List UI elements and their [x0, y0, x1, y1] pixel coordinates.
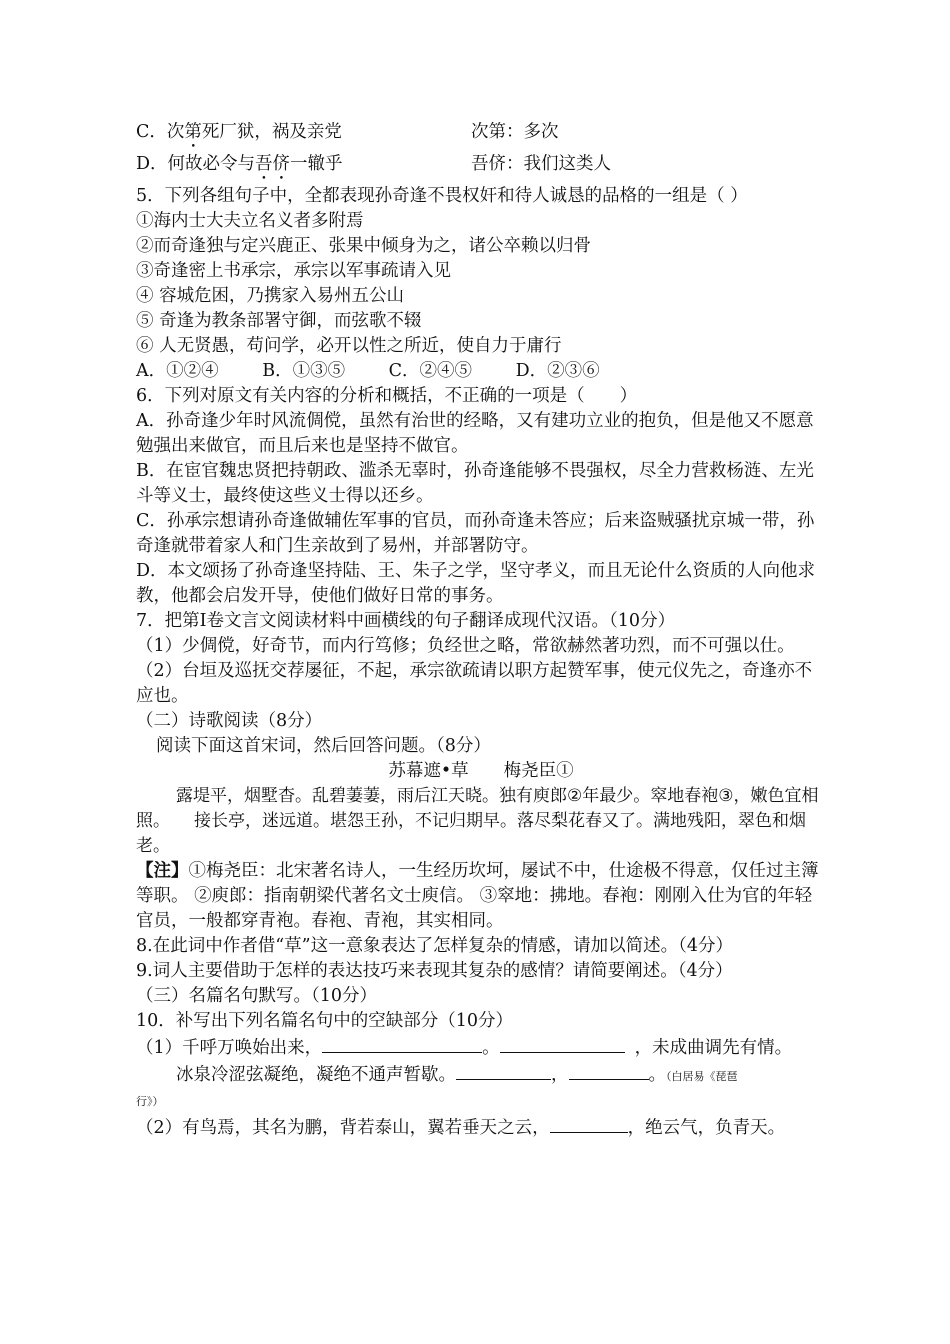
q10-line-3: （2）有鸟焉，其名为鹏，背若泰山，翼若垂天之云， ，绝云气，负青天。 — [136, 1114, 826, 1141]
exam-page — [136, 120, 826, 1141]
q5-item: ①海内士大夫立名义者多附焉 — [136, 211, 364, 231]
q5-options — [136, 359, 826, 384]
q5-stem: 5．下列各组句子中，全都表现孙奇逢不畏权奸和待人诚恳的品格的一组是（ ） — [136, 186, 748, 206]
source-citation-cont: 行》） — [136, 1095, 164, 1108]
poem-part-2: 接长亭，迷远道。堪怨王孙，不记归期早。落尽梨花春又了。满地残阳，翠色和烟老。 — [136, 811, 806, 856]
q7-stem: 7．把第Ⅰ卷文言文阅读材料中画横线的句子翻译成现代汉语。（10分） — [136, 611, 676, 631]
q7-sentence-2: （2）台垣及巡抚交荐屡征，不起，承宗欲疏请以职方起赞军事，使元仪先之，奇逢亦不应也。 — [136, 661, 813, 706]
q5-option-d: D．②③⑥ — [515, 361, 600, 381]
q4-option-d-gloss: 吾侪：我们这类人 — [471, 154, 611, 174]
q4-option-c-gloss: 次第：多次 — [471, 122, 559, 142]
q6-option-b: B．在宦官魏忠贤把持朝政、滥杀无辜时，孙奇逢能够不畏强权，尽全力营救杨涟、左光斗等义士，最终使这些义士得以还乡。 — [136, 461, 814, 506]
q5-item: ②而奇逢独与定兴鹿正、张果中倾身为之，诸公卒赖以归骨 — [136, 236, 591, 256]
poem-title: 苏幕遮•草 梅尧臣① — [388, 761, 574, 781]
q5-item: ⑤ 奇逢为教条部署守御，而弦歌不辍 — [136, 311, 422, 331]
q5-item: ④ 容城危困，乃携家入易州五公山 — [136, 286, 405, 306]
q5-option-b: B．①③⑤ — [262, 361, 346, 381]
q5-item: ③奇逢密上书承宗，承宗以军事疏请入见 — [136, 261, 451, 281]
q6-option-d: D．本文颂扬了孙奇逢坚持陆、王、朱子之学，坚守孝义，而且无论什么资质的人向他求教，他都会启发开导，使他们做好日常的事务。 — [136, 561, 816, 606]
q4-option-d: D．何故必令与吾侪一辙乎 吾侪：我们这类人 — [136, 152, 826, 184]
q10-stem: 10．补写出下列名篇名句中的空缺部分（10分） — [136, 1011, 514, 1031]
q5-option-c: C．②④⑤ — [388, 361, 473, 381]
poem-notes — [136, 859, 826, 934]
answer-blank[interactable] — [456, 1061, 551, 1080]
note-label: 【注】 — [136, 861, 189, 881]
q10-line-1: （1）千呼万唤始出来， 。 ，未成曲调先有情。 — [136, 1034, 826, 1061]
q6-stem: 6．下列对原文有关内容的分析和概括，不正确的一项是（ ） — [136, 386, 638, 406]
q6-option-a: A．孙奇逢少年时风流倜傥，虽然有治世的经略，又有建功立业的抱负，但是他又不愿意勉强出来做官，而且后来也是坚持不做官。 — [136, 411, 814, 456]
poem-intro: 阅读下面这首宋词，然后回答问题。（8分） — [156, 736, 491, 756]
poem-part-1: 露堤平，烟墅杳。乱碧萋萋，雨后江天晓。独有庾郎②年最少。窣地春袍③，嫩色宜相照。 — [136, 786, 819, 831]
q10-line-2: 冰泉冷涩弦凝绝，凝绝不通声暂歇。 ， 。（白居易《琵琶 — [136, 1061, 826, 1089]
answer-blank[interactable] — [550, 1114, 628, 1133]
q9: 9.词人主要借助于怎样的表达技巧来表现其复杂的感情？请简要阐述。（4分） — [136, 961, 733, 981]
answer-blank[interactable] — [569, 1061, 649, 1080]
answer-blank[interactable] — [322, 1034, 482, 1053]
section-2-heading: （二）诗歌阅读（8分） — [136, 711, 323, 731]
q4-option-c: C．次第死厂狱，祸及亲党 次第：多次 — [136, 120, 826, 152]
q5-item: ⑥ 人无贤愚，苟问学，必开以性之所近，使自力于庸行 — [136, 336, 562, 356]
source-citation: （白居易《琵琶 — [666, 1070, 738, 1083]
q8: 8.在此词中作者借“草”这一意象表达了怎样复杂的情感，请加以简述。（4分） — [136, 936, 733, 956]
answer-blank[interactable] — [500, 1034, 625, 1053]
q7-sentence-1: （1）少倜傥，好奇节，而内行笃修；负经世之略，常欲赫然著功烈，而不可强以仕。 — [136, 636, 795, 656]
q5-option-a: A．①②④ — [136, 361, 219, 381]
q6-option-c: C．孙承宗想请孙奇逢做辅佐军事的官员，而孙奇逢未答应；后来盗贼骚扰京城一带，孙奇逢就带着家人和门生亲故到了易州，并部署防守。 — [136, 511, 815, 556]
poem-text — [136, 784, 826, 859]
section-3-heading: （三）名篇名句默写。（10分） — [136, 986, 378, 1006]
note-text: ①梅尧臣：北宋著名诗人，一生经历坎坷，屡试不中，仕途极不得意，仅任过主簿等职。 ②庾郎：指南朝梁代著名文士庾信。 ③窣地：拂地。春袍：刚刚入仕为官的年轻官员，一般都穿青袍。春袍、青袍，其实相同。 — [136, 861, 819, 931]
